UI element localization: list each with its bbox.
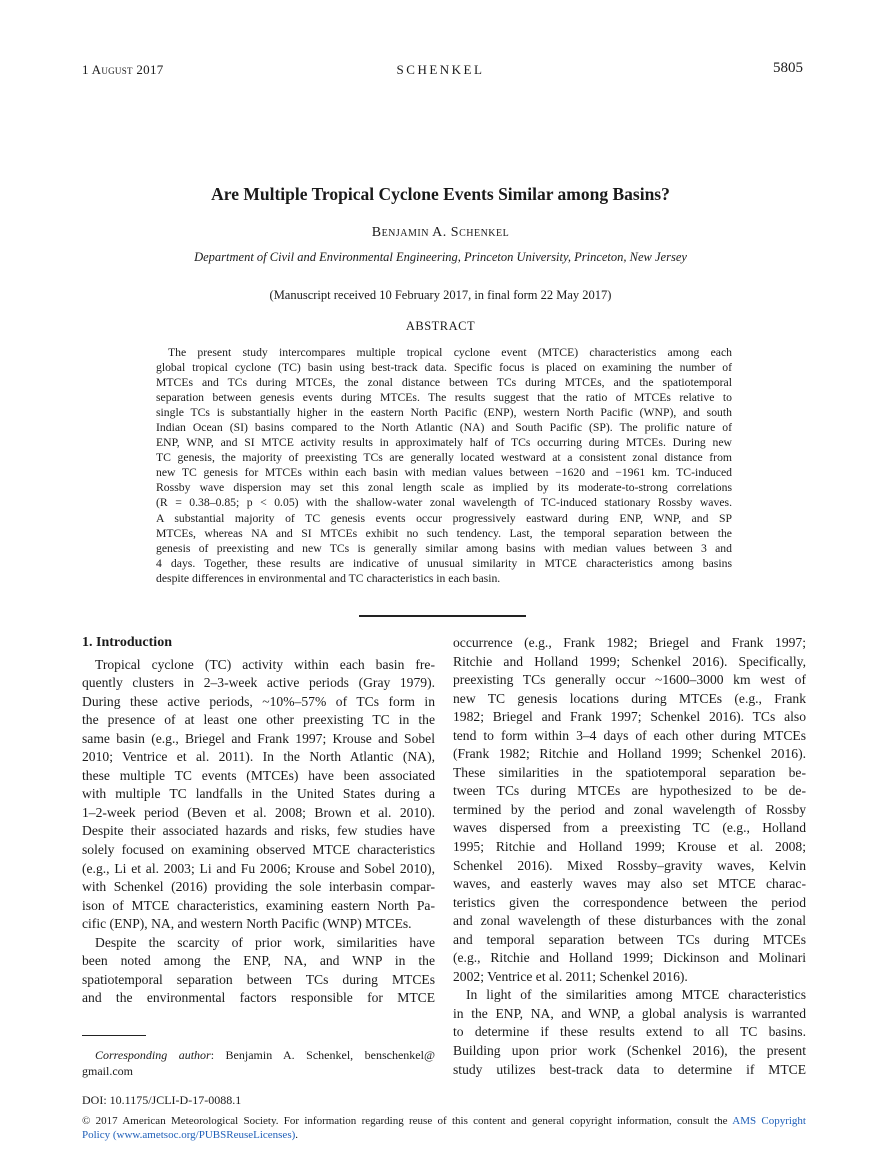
ams-copyright-link[interactable]: AMS Copyright: [732, 1115, 806, 1127]
left-column: [82, 634, 435, 1008]
body-line: Schenkel 2016). Mixed Rossby–gravity waves, Kelvin: [453, 857, 806, 873]
body-line: Building upon prior work (Schenkel 2016), the present: [453, 1043, 806, 1059]
abstract-line: MTCEs, whereas NA and SI MTCEs exhibit no such tendency. Last, the temporal separation between the: [156, 526, 732, 540]
body-line: and the environmental factors responsible for MTCE: [82, 990, 435, 1006]
body-line: Despite their associated hazards and risks, few studies have: [82, 823, 435, 839]
abstract-line: MTCEs and TCs during MTCEs, the zonal distance between TCs during MTCEs, and the spatiotemporal: [156, 376, 732, 390]
body-line: 2010; Ventrice et al. 2011). In the North Atlantic (NA),: [82, 749, 435, 765]
footnote-rule: [82, 1035, 146, 1036]
body-line: Ritchie and Holland 1999; Schenkel 2016). Specifically,: [453, 653, 806, 669]
body-line: tend to form within 3–4 days of each other during MTCEs: [453, 727, 806, 743]
body-line: These similarities in the spatiotemporal separation be-: [453, 764, 806, 780]
body-line: in the ENP, NA, and WNP, a global analysis is warranted: [453, 1005, 806, 1021]
abstract-line: ENP, WNP, and SI MTCE activity results in approximately half of TCs occurring during MTCEs. During new: [156, 436, 732, 450]
body-line: with multiple TC landfalls in the United States during a: [82, 786, 435, 802]
abstract-line: (R = 0.38–0.85; p < 0.05) with the shallow-water zonal wavelength of TC-induced stationary Rossby waves.: [156, 496, 732, 510]
body-line: these multiple TC events (MTCEs) have been associated: [82, 767, 435, 783]
body-line: with Schenkel (2016) providing the sole interbasin compar-: [82, 879, 435, 895]
author-name: Benjamin A. Schenkel: [371, 225, 510, 240]
copyright-text: © 2017 American Meteorological Society. For information regarding reuse of this content and general copyright information, consult the: [82, 1115, 733, 1127]
received-dates: (Manuscript received 10 February 2017, in final form 22 May 2017): [269, 288, 612, 302]
body-line: (e.g., Li et al. 2003; Li and Fu 2006; Krouse and Sobel 2010),: [82, 860, 435, 876]
body-line: In light of the similarities among MTCE characteristics: [466, 987, 806, 1003]
abstract-line: separation between genesis events during MTCEs. The results suggest that the ratio of MTCEs relative to: [156, 391, 732, 405]
body-line: teristics given the correspondence between the period: [453, 894, 806, 910]
body-line: been noted among the ENP, NA, and WNP in the: [82, 953, 435, 969]
corresponding-author: [82, 1047, 435, 1079]
body-line: 2002; Ventrice et al. 2011; Schenkel 2016).: [453, 968, 688, 984]
page-number: 5805: [773, 60, 803, 76]
body-line: waves, and easterly waves may also set MTCE charac-: [453, 876, 806, 892]
body-line: (Frank 1982; Ritchie and Holland 1999; Schenkel 2016).: [453, 746, 806, 762]
copyright-end: .: [295, 1129, 299, 1141]
body-line: same basin (e.g., Briegel and Frank 1997; Krouse and Sobel: [82, 730, 435, 746]
body-line: 1–2-week period (Beven et al. 2008; Brown et al. 2010).: [82, 804, 435, 820]
body-line: Despite the scarcity of prior work, similarities have: [95, 934, 435, 950]
body-line: Tropical cyclone (TC) activity within each basin fre-: [95, 656, 435, 672]
body-line: waves dispersed from a preexisting TC (e.g., Holland: [453, 820, 806, 836]
body-line: quently clusters in 2–3-week active periods (Gray 1979).: [82, 675, 435, 691]
abstract-line: Rossby wave dispersion may set this zonal length scale as implied by its moderate-to-strong correlations: [156, 481, 732, 495]
body-line: ison of MTCE characteristics, examining eastern North Pa-: [82, 897, 435, 913]
body-line: occurrence (e.g., Frank 1982; Briegel and Frank 1997;: [453, 635, 806, 650]
doi: DOI: 10.1175/JCLI-D-17-0088.1: [82, 1093, 242, 1107]
body-line: termined by the period and zonal wavelength of Rossby: [453, 801, 806, 817]
paper-title: Are Multiple Tropical Cyclone Events Similar among Basins?: [211, 184, 670, 204]
body-line: preexisting TCs generally occur ~1600–3000 km west of: [453, 672, 806, 688]
section-title: 1. Introduction: [82, 635, 172, 650]
abstract-line: genesis of preexisting and new TCs is generally similar among basins with median values between 3 and: [156, 541, 732, 555]
body-line: and temporal separation between TCs during MTCEs: [453, 931, 806, 947]
body-line: 1982; Briegel and Frank 1997; Schenkel 2016). TCs also: [453, 709, 806, 725]
running-title: SCHENKEL: [396, 62, 485, 77]
abstract: [156, 345, 732, 586]
abstract-line: Indian Ocean (SI) basins compared to the North Atlantic (NA) and South Pacific (SP). The prolific nature of: [156, 421, 732, 435]
right-column: [453, 634, 806, 1079]
body-line: study utilizes best-track data to determine if MTCE: [453, 1061, 806, 1077]
section-divider: [359, 615, 526, 617]
body-line: solely focused on examining observed MTCE characteristics: [82, 842, 435, 858]
body-line: and zonal wavelength of these disturbances with the zonal: [453, 913, 806, 929]
ams-policy-link[interactable]: Policy: [82, 1129, 111, 1141]
body-line: 1995; Ritchie and Holland 1999; Krouse et al. 2008;: [453, 839, 806, 855]
copyright: [82, 1114, 806, 1142]
abstract-heading: ABSTRACT: [405, 319, 476, 333]
corresponding-author-label: Corresponding author: [95, 1048, 211, 1062]
body-line: to determine if these results extend to all TC basins.: [453, 1024, 806, 1040]
abstract-line: A substantial majority of TC genesis events occur progressively eastward during ENP, WNP, and SP: [156, 511, 732, 525]
header-date: 1 August 2017: [82, 62, 164, 77]
body-line: spatiotemporal separation between TCs during MTCEs: [82, 971, 435, 987]
abstract-line: TC genesis, the majority of preexisting TCs are generally located westward at a consistent zonal distance from: [156, 451, 732, 465]
abstract-line: global tropical cyclone (TC) basin using best-track data. Specific focus is placed on examining the number of: [156, 361, 732, 375]
body-line: (e.g., Ritchie and Holland 1999; Dickinson and Molinari: [453, 950, 806, 966]
corresponding-author-text: : Benjamin A. Schenkel, benschenkel@: [210, 1048, 435, 1062]
affiliation: Department of Civil and Environmental Engineering, Princeton University, Princeton, New Jersey: [194, 250, 687, 264]
abstract-line: despite differences in environmental and TC characteristics in each basin.: [156, 571, 501, 585]
body-line: the presence of at least one other preexisting TC in the: [82, 712, 435, 728]
body-line: cific (ENP), NA, and western North Pacific (WNP) MTCEs.: [82, 916, 412, 932]
body-line: tween TCs during MTCEs are hypothesized to be de-: [453, 783, 806, 799]
abstract-line: new TC genesis for MTCEs within each basin with median values between −1620 and −1961 km. TC-induced: [156, 466, 732, 480]
abstract-line: The present study intercompares multiple tropical cyclone event (MTCE) characteristics among each: [168, 346, 732, 359]
body-line: new TC genesis locations during MTCEs (e.g., Frank: [453, 690, 806, 706]
abstract-line: 4 days. Together, these results are indicative of unusual similarity in MTCE characteristics among basins: [156, 556, 732, 570]
body-line: During these active periods, ~10%–57% of TCs form in: [82, 693, 435, 709]
abstract-line: single TCs is substantially higher in the eastern North Pacific (ENP), western North Pacific (WNP), and south: [156, 406, 732, 420]
corresponding-author-email-end: gmail.com: [82, 1064, 133, 1078]
reuse-licenses-link[interactable]: (www.ametsoc.org/PUBSReuseLicenses): [112, 1129, 296, 1141]
